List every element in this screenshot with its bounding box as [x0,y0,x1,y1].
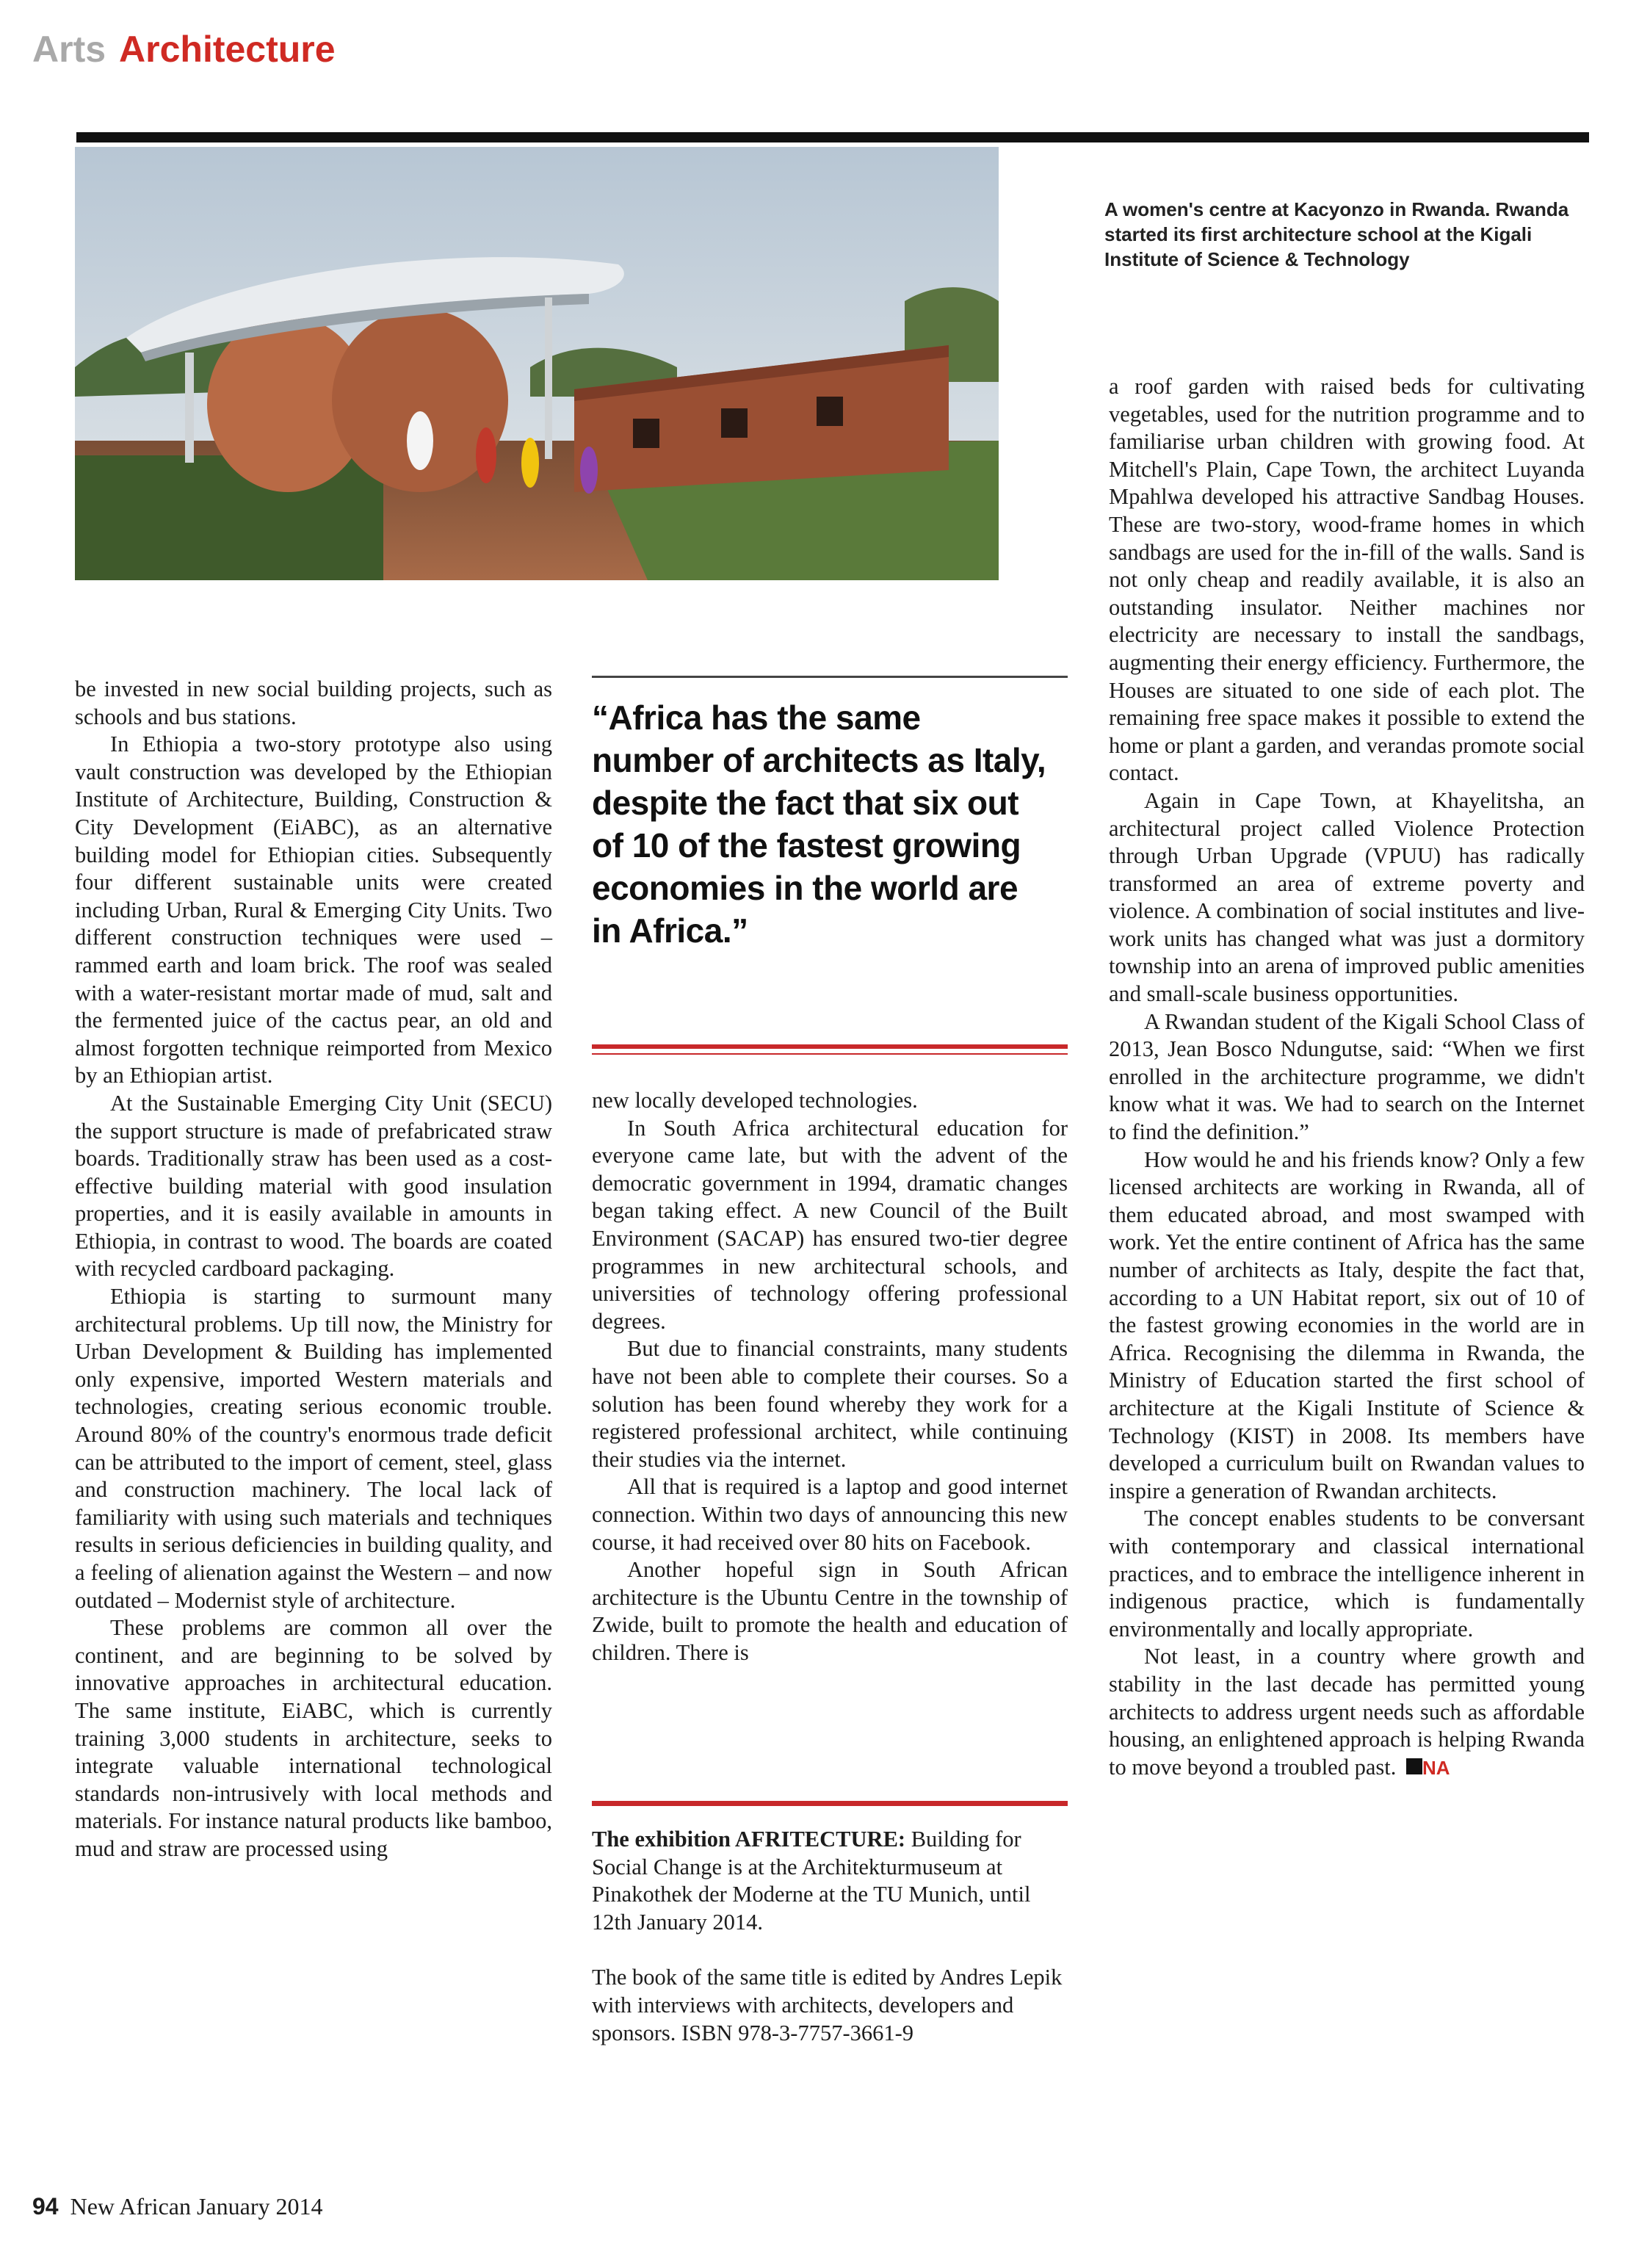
end-mark-icon [1406,1758,1422,1774]
paragraph: In Ethiopia a two-story prototype also using vault construction was developed by the Ethiopian Institute of Architecture, Building, Construction & City Development (EiABC), as an alternative building model for Ethiopian cities. Subsequently four different sustainable units were created including Urban, Rural & Emerging City Units. Two different construction techniques were used – rammed earth and loam brick. The roof was sealed with a water-resistant mortar made of mud, salt and the fermented juice of the cactus pear, an old and almost forgotten technique reimported from Mexico by an Ethiopian artist. [75,732,552,1088]
topic-label: Architecture [119,29,336,70]
section-label: Arts [32,29,106,70]
paragraph: Another hopeful sign in South African architecture is the Ubuntu Centre in the township of Zwide, built to promote the health and education of children. There is [592,1557,1068,1665]
paragraph: Again in Cape Town, at Khayelitsha, an architectural project called Violence Protection through Urban Upgrade (VPUU) has radically transformed an area of extreme poverty and violence. A combination of social institutes and live-work units has changed what was just a dormitory township into an arena of improved public amenities and small-scale business opportunities. [1109,787,1585,1007]
column-3 [1109,373,1585,1782]
publication-info: New African January 2014 [70,2193,323,2220]
page-number: 94 [32,2193,59,2220]
article-photo [75,147,999,580]
paragraph: At the Sustainable Emerging City Unit (SECU) the support structure is made of prefabricated straw boards. Traditionally straw has been used as a cost-effective building material with good insulation properties, and it is easily available in amounts in Ethiopia, in contrast to wood. The boards are coated with recycled cardboard packaging. [75,1090,552,1282]
final-paragraph [1109,1643,1585,1782]
column-1 [75,676,552,1863]
pullquote-bottom-rule-thin [592,1053,1068,1055]
paragraph: All that is required is a laptop and good internet connection. Within two days of announcing this new course, it had received over 80 hits on Facebook. [592,1474,1068,1555]
infobox-details: Building for Social Change is at the Architekturmuseum at Pinakothek der Moderne at the TU Munich, until 12th January 2014. [592,1827,1031,1935]
page-footer [32,2193,322,2220]
paragraph: A Rwandan student of the Kigali School Class of 2013, Jean Bosco Ndungutse, said: “When we first enrolled in the architecture programme, we didn't know what it was. We had to search on the Internet to find the definition.” [1109,1008,1585,1145]
infobox-rule [592,1801,1068,1806]
photo-caption: A women's centre at Kacyonzo in Rwanda. Rwanda started its first architecture school at the Kigali Institute of Science & Technology [1104,198,1569,270]
paragraph: The concept enables students to be conversant with contemporary and classical international practices, and to embrace the intelligence inherent in indigenous practice, which is fundamentally environmentally and locally appropriate. [1109,1506,1585,1642]
paragraph: new locally developed technologies. [592,1088,918,1113]
infobox-book: The book of the same title is edited by Andres Lepik with interviews with architects, developers and sponsors. ISBN 978-3-7757-3661-9 [592,1965,1063,2045]
pullquote-bottom-rule [592,1044,1068,1049]
paragraph-text: Not least, in a country where growth and stability in the last decade has permitted young architects to address urgent needs such as affordable housing, an enlightened approach is helping Rwanda to move beyond a troubled past. [1109,1644,1585,1780]
paragraph: These problems are common all over the continent, and are beginning to be solved by innovative approaches in architectural education. The same institute, EiABC, which is currently training 3,000 students in architecture, seeks to integrate valuable international technological standards non-intrusively with local methods and materials. For instance natural products like bamboo, mud and straw are processed using [75,1615,552,1861]
paragraph: be invested in new social building projects, such as schools and bus stations. [75,676,552,729]
paragraph: a roof garden with raised beds for cultivating vegetables, used for the nutrition programme and to familiarise urban children with growing food. At Mitchell's Plain, Cape Town, the architect Luyanda Mpahlwa developed his attractive Sandbag Houses. These are two-story, wood-frame homes in which sandbags are used for the in-fill of the walls. Sand is not only cheap and readily available, it is also an outstanding insulator. Neither machines nor electricity are necessary to install the sandbags, augmenting their energy efficiency. Furthermore, the Houses are situated to one side of each plot. The remaining free space makes it possible to extend the home or plant a garden, and verandas promote social contact. [1109,374,1585,786]
infobox-text [592,1826,1068,1936]
paragraph: In South Africa architectural education for everyone came late, but with the advent of the democratic government in 1994, dramatic changes began taking effect. A new Council of the Built Environment (SACAP) has ensured two-tier degree programmes in new architectural schools, and universities of technology offering professional degrees. [592,1115,1068,1334]
section-header [32,28,336,79]
pullquote-top-rule [592,676,1068,678]
exhibition-infobox [592,1826,1068,2047]
paragraph: But due to financial constraints, many students have not been able to complete their courses. So a solution has been found whereby they work for a registered professional architect, while continuing their studies via the internet. [592,1336,1068,1472]
paragraph: How would he and his friends know? Only a few licensed architects are working in Rwanda, all of them educated abroad, and most swamped with work. Yet the entire continent of Africa has the same number of architects as Italy, despite the fact that, according to a UN Habitat report, six out of 10 of the fastest growing economies in the world are in Africa. Recognising the dilemma in Rwanda, the Ministry of Education started the first school of architecture at the Kigali Institute of Science & Technology (KIST) in 2008. Its members have developed a curriculum built on Rwandan values to inspire a generation of Rwandan architects. [1109,1146,1585,1503]
column-2 [592,1087,1068,1666]
top-rule [76,132,1589,142]
paragraph: Ethiopia is starting to surmount many architectural problems. Up till now, the Ministry for Urban Development & Building has implemented only expensive, imported Western materials and technologies, creating serious economic trouble. Around 80% of the country's enormous trade deficit can be attributed to the import of cement, steel, glass and construction machinery. The local lack of familiarity with using such materials and techniques results in serious deficiencies in building quality, and a feeling of alienation against the Western – and now outdated – Modernist style of architecture. [75,1284,552,1613]
pull-quote: “Africa has the same number of architects as Italy, despite the fact that six out of 10 of the fastest growing economies in the world are in Africa.” [592,698,1046,950]
infobox-heading: The exhibition AFRITECTURE: [592,1827,906,1852]
end-signature: NA [1422,1756,1450,1779]
